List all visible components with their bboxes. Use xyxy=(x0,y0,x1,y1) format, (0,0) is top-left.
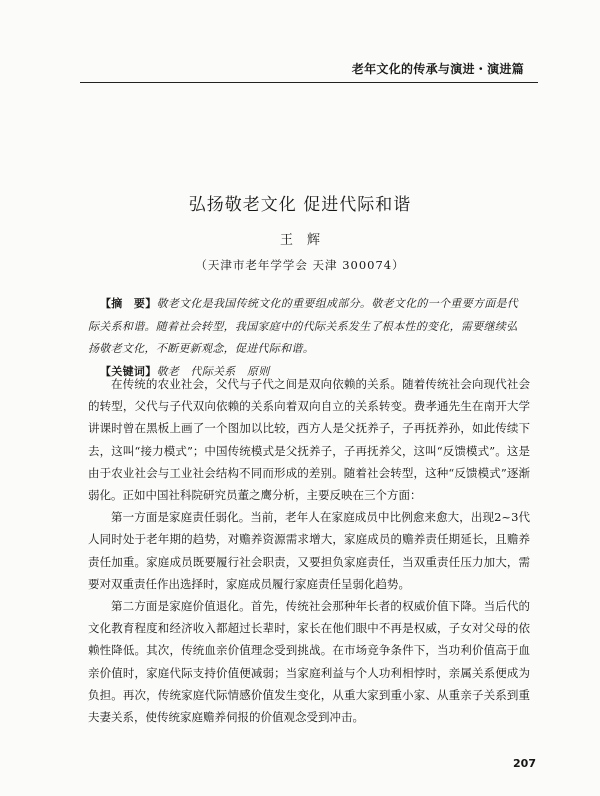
abstract-block xyxy=(88,293,526,383)
body-paragraph-1: 在传统的农业社会，父代与子代之间是双向依赖的关系。随着传统社会向现代社会的转型，父代与子代双向依赖的关系向着双向自立的关系转变。费孝通先生在南开大学讲课时曾在黑板上画了一个图加以比较，西方人是父抚养子，子再抚养孙，如此传续下去，这叫“接力模式”；中国传统模式是父抚养子，子再抚养父，这叫“反馈模式”。这是由于农业社会与工业社会结构不同而形成的差别。随着社会转型，这种“反馈模式”逐渐弱化。正如中国社科院研究员董之鹰分析，主要反映在三个方面： xyxy=(88,377,530,503)
article-title: 弘扬敬老文化 促进代际和谐 xyxy=(188,195,412,215)
abstract-text: 敬老文化是我国传统文化的重要组成部分。敬老文化的一个重要方面是代际关系和谐。随着社会转型，我国家庭中的代际关系发生了根本性的变化，需要继续弘扬敬老文化，不断更新观念，促进代际和谐。 xyxy=(88,297,519,355)
keywords-label: 【关键词】 xyxy=(100,364,157,378)
abstract-label: 【摘 要】 xyxy=(100,297,157,310)
running-header: 老年文化的传承与演进・演进篇 xyxy=(351,62,524,76)
keywords-text: 敬老 代际关系 原则 xyxy=(156,364,270,378)
body-paragraph-3: 第二方面是家庭价值退化。首先，传统社会那种年长者的权威价值下降。当后代的文化教育程度和经济收入都超过长辈时，家长在他们眼中不再是权威，子女对父母的依赖性降低。其次，传统血亲价值理念受到挑战。在市场竞争条件下，当功利价值高于血亲价值时，家庭代际支持价值便减弱；当家庭利益与个人功利相悖时，亲属关系便成为负担。再次，传统家庭代际情感价值发生变化，从重大家到重小家、从重亲子关系到重夫妻关系，使传统家庭赡养伺报的价值观念受到冲击。 xyxy=(88,599,530,725)
header-rule xyxy=(80,82,538,83)
page-number: 207 xyxy=(513,757,536,770)
article-body xyxy=(88,373,530,728)
author-name: 王辉 xyxy=(279,233,334,248)
abstract xyxy=(88,293,526,361)
body-paragraph-2: 第一方面是家庭责任弱化。当前，老年人在家庭成员中比例愈来愈大，出现2~3代人同时处于老年期的趋势，对赡养资源需求增大，家庭成员的赡养责任期延长，且赡养责任加重。家庭成员既要履行社会职责，又要担负家庭责任，当双重责任压力加大，需要对双重责任作出选择时，家庭成员履行家庭责任呈弱化趋势。 xyxy=(88,510,530,591)
author-affiliation: （天津市老年学学会 天津 300074） xyxy=(195,258,405,272)
